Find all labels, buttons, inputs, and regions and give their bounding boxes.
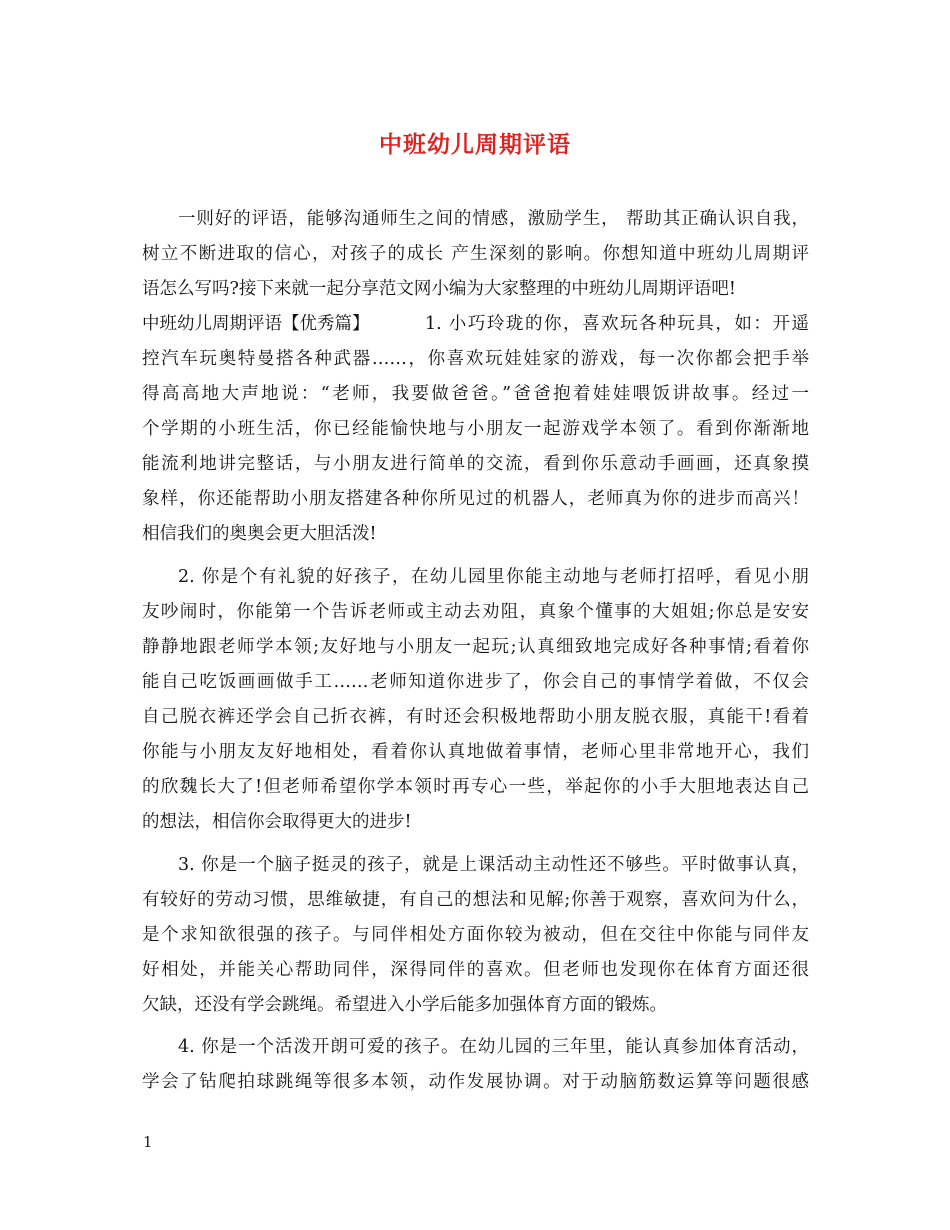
item-2-line-3: 静静地跟老师学本领;友好地与小朋友一起玩;认真细致地完成好各种事情;看着你: [142, 637, 809, 657]
item-3-line-2: 有较好的劳动习惯，思维敏捷，有自己的想法和见解;你善于观察，喜欢问为什么，: [142, 890, 809, 910]
item-1-line-2: 控汽车玩奥特曼搭各种武器……，你喜欢玩娃娃家的游戏，每一次你都会把手举: [142, 349, 809, 369]
item-3-line-1: 3. 你是一个脑子挺灵的孩子，就是上课活动主动性还不够些。平时做事认真，: [178, 855, 809, 875]
item-2-line-4: 能自己吃饭画画做手工……老师知道你进步了，你会自己的事情学着做，不仅会: [142, 672, 809, 692]
item-2-line-5: 自己脱衣裤还学会自己折衣裤，有时还会积极地帮助小朋友脱衣服，真能干!看着: [142, 707, 809, 727]
item-2-line-7: 的欣魏长大了!但老师希望你学本领时再专心一些，举起你的小手大胆地表达自己: [142, 777, 809, 797]
item-2-line-2: 友吵闹时，你能第一个告诉老师或主动去劝阻，真象个懂事的大姐姐;你总是安安: [142, 602, 809, 622]
item-1-line-7: 相信我们的奥奥会更大胆活泼!: [142, 524, 377, 544]
item-2-line-8: 的想法，相信你会取得更大的进步!: [142, 812, 412, 832]
item-3-line-3: 是个求知欲很强的孩子。与同伴相处方面你较为被动，但在交往中你能与同伴友: [142, 925, 809, 945]
item-3-line-5: 欠缺，还没有学会跳绳。希望进入小学后能多加强体育方面的锻炼。: [142, 995, 667, 1015]
section-heading: 中班幼儿周期评语【优秀篇】: [142, 314, 370, 334]
item-4-line-1: 4. 你是一个活泼开朗可爱的孩子。在幼儿园的三年里，能认真参加体育活动，: [178, 1037, 809, 1057]
page-number: 1: [143, 1133, 153, 1151]
item-1-line-4: 个学期的小班生活，你已经能愉快地与小朋友一起游戏学本领了。看到你渐渐地: [142, 419, 809, 439]
intro-line-2: 树立不断进取的信心，对孩子的成长 产生深刻的影响。你想知道中班幼儿周期评: [142, 244, 809, 264]
item-2-line-1: 2. 你是个有礼貌的好孩子，在幼儿园里你能主动地与老师打招呼，看见小朋: [178, 567, 809, 587]
page-title: 中班幼儿周期评语: [379, 131, 571, 158]
intro-line-3: 语怎么写吗?接下来就一起分享范文网小编为大家整理的中班幼儿周期评语吧!: [142, 279, 736, 299]
item-1-line-3: 得高高地大声地说：“老师，我要做爸爸。”爸爸抱着娃娃喂饭讲故事。经过一: [142, 384, 809, 404]
item-2-line-6: 你能与小朋友友好地相处，看着你认真地做着事情，老师心里非常地开心，我们: [142, 742, 809, 762]
item-4-line-2: 学会了钻爬拍球跳绳等很多本领，动作发展协调。对于动脑筋数运算等问题很感: [142, 1072, 809, 1092]
item-1-line-1: 1. 小巧玲珑的你，喜欢玩各种玩具，如：开遥: [425, 314, 809, 334]
item-3-line-4: 好相处，并能关心帮助同伴，深得同伴的喜欢。但老师也发现你在体育方面还很: [142, 960, 809, 980]
item-1-line-5: 能流利地讲完整话，与小朋友进行简单的交流，看到你乐意动手画画，还真象摸: [142, 454, 809, 474]
intro-line-1: 一则好的评语，能够沟通师生之间的情感，激励学生， 帮助其正确认识自我，: [178, 209, 809, 229]
item-1-line-6: 象样，你还能帮助小朋友搭建各种你所见过的机器人，老师真为你的进步而高兴！: [142, 489, 809, 509]
